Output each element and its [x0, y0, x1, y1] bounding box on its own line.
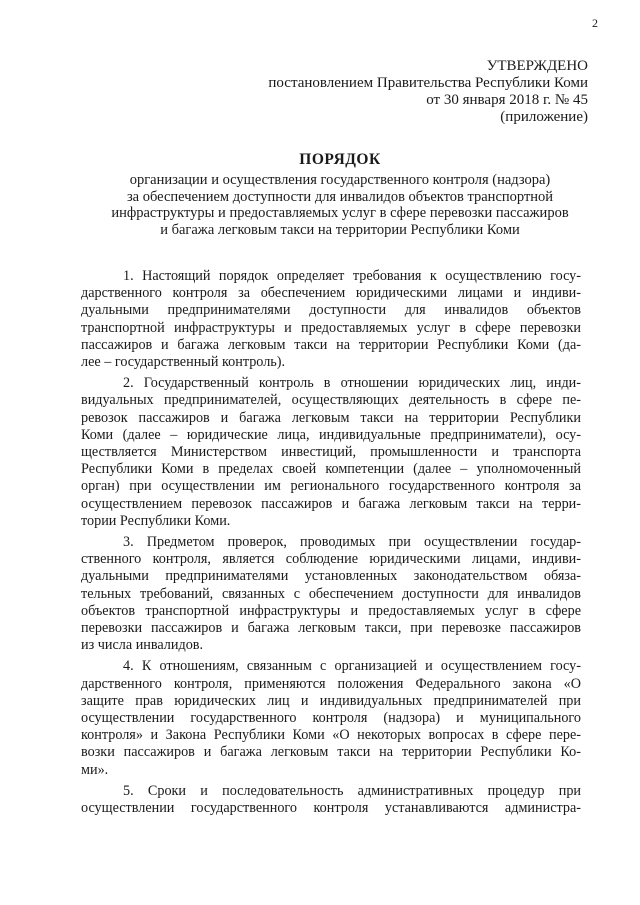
paragraph-line: Коми (далее – юридические лица, индивидуальные предприниматели), осу-	[81, 426, 581, 443]
paragraph-3	[81, 534, 581, 654]
paragraph-line: 3. Предметом проверок, проводимых при осуществлении государ-	[123, 534, 581, 551]
document-subtitle-line: за обеспечением доступности для инвалидов объектов транспортной	[126, 188, 554, 205]
paragraph-line: ми».	[81, 761, 109, 778]
paragraph-line: дуальными предпринимателями установленных законодательством обяза-	[81, 568, 581, 585]
paragraph-line: возки пассажиров и багажа легковым такси на территории Республики Ко-	[81, 744, 581, 761]
paragraph-1	[81, 268, 581, 371]
paragraph-line: дарственного контроля за обеспечением юридическими лицами и индиви-	[81, 285, 581, 302]
document-subtitle-line: и багажа легковым такси на территории Республики Коми	[160, 221, 520, 238]
paragraph-line: ственного контроля, является соблюдение юридическими лицами, индиви-	[81, 551, 581, 568]
paragraph-line: тельных требований, связанных с обеспечением доступности для инвалидов	[81, 585, 581, 602]
approval-line: от 30 января 2018 г. № 45	[426, 92, 588, 108]
paragraph-line: контроля» и Закона Республики Коми «О некоторых вопросах в сфере пере-	[81, 727, 581, 744]
paragraph-line: осуществлении государственного контроля устанавливаются администра-	[81, 800, 581, 817]
paragraph-line: объектов транспортной инфраструктуры и предоставляемых услуг в сфере	[81, 602, 581, 619]
paragraph-line: 2. Государственный контроль в отношении юридических лиц, инди-	[123, 375, 581, 392]
document-subtitle-line: инфраструктуры и предоставляемых услуг в сфере перевозки пассажиров	[111, 205, 569, 221]
approval-line: постановлением Правительства Республики Коми	[268, 75, 588, 91]
title-block	[60, 150, 620, 238]
paragraph-line: лее – государственный контроль).	[81, 354, 286, 371]
paragraph-line: 5. Сроки и последовательность административных процедур при	[123, 782, 581, 799]
paragraph-line: орган) при осуществлении им регионального государственного контроля за	[81, 478, 581, 495]
document-subtitle-line: организации и осуществления государственного контроля (надзора)	[129, 172, 551, 188]
paragraph-line: 1. Настоящий порядок определяет требования к осуществлению госу-	[123, 268, 581, 284]
paragraph-line: ревозок пассажиров и багажа легковым такси на территории Республики	[81, 409, 581, 426]
paragraph-line: 4. К отношениям, связанным с организацией и осуществлением госу-	[123, 658, 581, 675]
paragraph-line: осуществлении государственного контроля (надзора) и муниципального	[81, 710, 581, 727]
document-body	[81, 268, 581, 821]
paragraph-5	[81, 783, 581, 817]
paragraph-line: дуальными предпринимателями доступности для инвалидов объектов	[81, 302, 581, 319]
paragraph-line: видуальных предпринимателей, осуществляющих деятельность в сфере пе-	[81, 392, 581, 409]
paragraph-line: дарственного контроля, применяются положения Федерального закона «О	[81, 675, 581, 692]
document-title: ПОРЯДОК	[299, 151, 381, 168]
approval-line: (приложение)	[500, 109, 588, 125]
approval-line: УТВЕРЖДЕНО	[486, 58, 588, 74]
paragraph-line: пассажиров и багажа легковым такси на территории Республики Коми (да-	[81, 336, 581, 353]
paragraph-line: защите прав юридических лиц и индивидуальных предпринимателей при	[81, 692, 581, 709]
paragraph-4	[81, 658, 581, 778]
paragraph-line: Республики Коми в пределах своей компетенции (далее – уполномоченный	[81, 461, 581, 478]
paragraph-line: перевозки пассажиров и багажа легковым такси, при перевозке пассажиров	[81, 620, 581, 637]
approval-stamp-block	[268, 58, 588, 126]
paragraph-line: тории Республики Коми.	[81, 512, 231, 529]
paragraph-line: ществляется Министерством инвестиций, промышленности и транспорта	[81, 444, 581, 461]
paragraph-line: из числа инвалидов.	[81, 637, 204, 654]
paragraph-line: транспортной инфраструктуры и предоставляемых услуг в сфере перевозки	[81, 319, 581, 336]
paragraph-line: осуществлением перевозок пассажиров и багажа легковым такси на терри-	[81, 495, 581, 512]
page-number: 2	[592, 16, 598, 30]
paragraph-2	[81, 375, 581, 530]
